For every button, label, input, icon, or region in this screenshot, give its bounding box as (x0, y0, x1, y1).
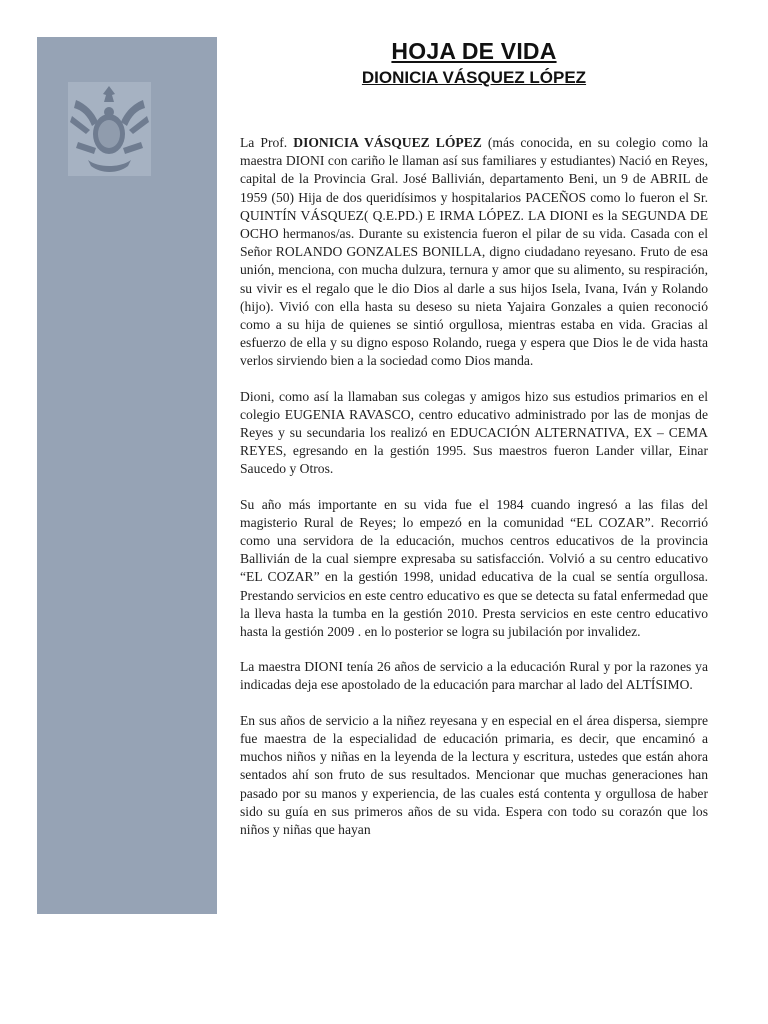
document-title: HOJA DE VIDA (391, 38, 557, 64)
paragraph-1-text: (más conocida, en su colegio como la maestra DIONI con cariño le llaman así sus familiares y estudiantes) Nació en Reyes, capital de la Provincia Gral. José Ballivián, departamento Beni, un 9 de ABRIL de 1959 (50) Hija de dos queridísimos y hospitalarios PACEÑOS como lo fueron el Sr. QUINTÍN VÁSQUEZ( Q.E.PD.) E IRMA LÓPEZ. LA DIONI es la SEGUNDA DE OCHO hermanos/as. Durante su existencia fueron el pilar de su vida. Casada con el Señor ROLANDO GONZALES BONILLA, digno ciudadano reyesano. Fruto de esa unión, menciona, con mucha dulzura, ternura y amor que su alimento, su respiración, su vivir es el regalo que le dio Dios al darle a sus hijos Isela, Ivana, Iván y Rolando (hijo). Vivió con ella hasta su deseso su nieta Yajaira Gonzales a quien reconoció como a su hija de quienes se sintió orgullosa, mientras estaba en vida. Gracias al esfuerzo de ella y su digno esposo Rolando, ruega y espera que Dios le de vida hasta verlos sirviendo bien a la sociedad como Dios manda. (240, 135, 709, 369)
paragraph-3: Su año más importante en su vida fue el 1984 cuando ingresó a las filas del magisterio Rural de Reyes; lo empezó en la comunidad “EL COZAR”. Recorrió como una servidora de la educación, muchos centros educativos de la provincia Ballivián de la cual siempre expresaba su satisfacción. Volvió a su centro educativo “EL COZAR” en la gestión 1998, unidad educativa de la cual se sentía orgullosa. Prestando servicios en este centro educativo es que se detecta su fatal enfermedad que la lleva hasta la tumba en la gestión 2010. Presta servicios en este centro educativo hasta la gestión 2009 . en lo posterior se logra su jubilación por invalidez. (240, 496, 708, 640)
paragraph-2: Dioni, como así la llamaban sus colegas y amigos hizo sus estudios primarios en el colegio EUGENIA RAVASCO, centro educativo administrado por las de monjas de Reyes y su secundaria los realizó en EDUCACIÓN ALTERNATIVA, EX – CEMA REYES, egresando en la gestión 1995. Sus maestros fueron Lander villar, Einar Saucedo y Otros. (240, 388, 708, 477)
paragraph-4: La maestra DIONI tenía 26 años de servicio a la educación Rural y por la razones ya indicadas deja ese apostolado de la educación para marchar al lado del ALTÍSIMO. (240, 659, 708, 693)
paragraph-5: En sus años de servicio a la niñez reyesana y en especial en el área dispersa, siempre fue maestra de la especialidad de educación primaria, es decir, que encaminó a muchos niños y niñas en la leyenda de la lectura y escritura, ustedes que están ahora sentados ahí son fruto de sus resultados. Mencionar que muchas generaciones han pasado por su manos y experiencia, de las cuales está contenta y orgullosa de haber sido su guía en sus primeros años de su vida. Espera con todo su corazón que los niños y niñas que hayan (240, 712, 708, 837)
biography-body (240, 134, 708, 856)
coat-of-arms-icon (68, 82, 151, 176)
document-subtitle: DIONICIA VÁSQUEZ LÓPEZ (361, 68, 587, 87)
person-name: DIONICIA VÁSQUEZ LÓPEZ (293, 135, 482, 150)
paragraph-1 (240, 134, 708, 371)
paragraph-1-intro: La Prof. (240, 135, 288, 150)
